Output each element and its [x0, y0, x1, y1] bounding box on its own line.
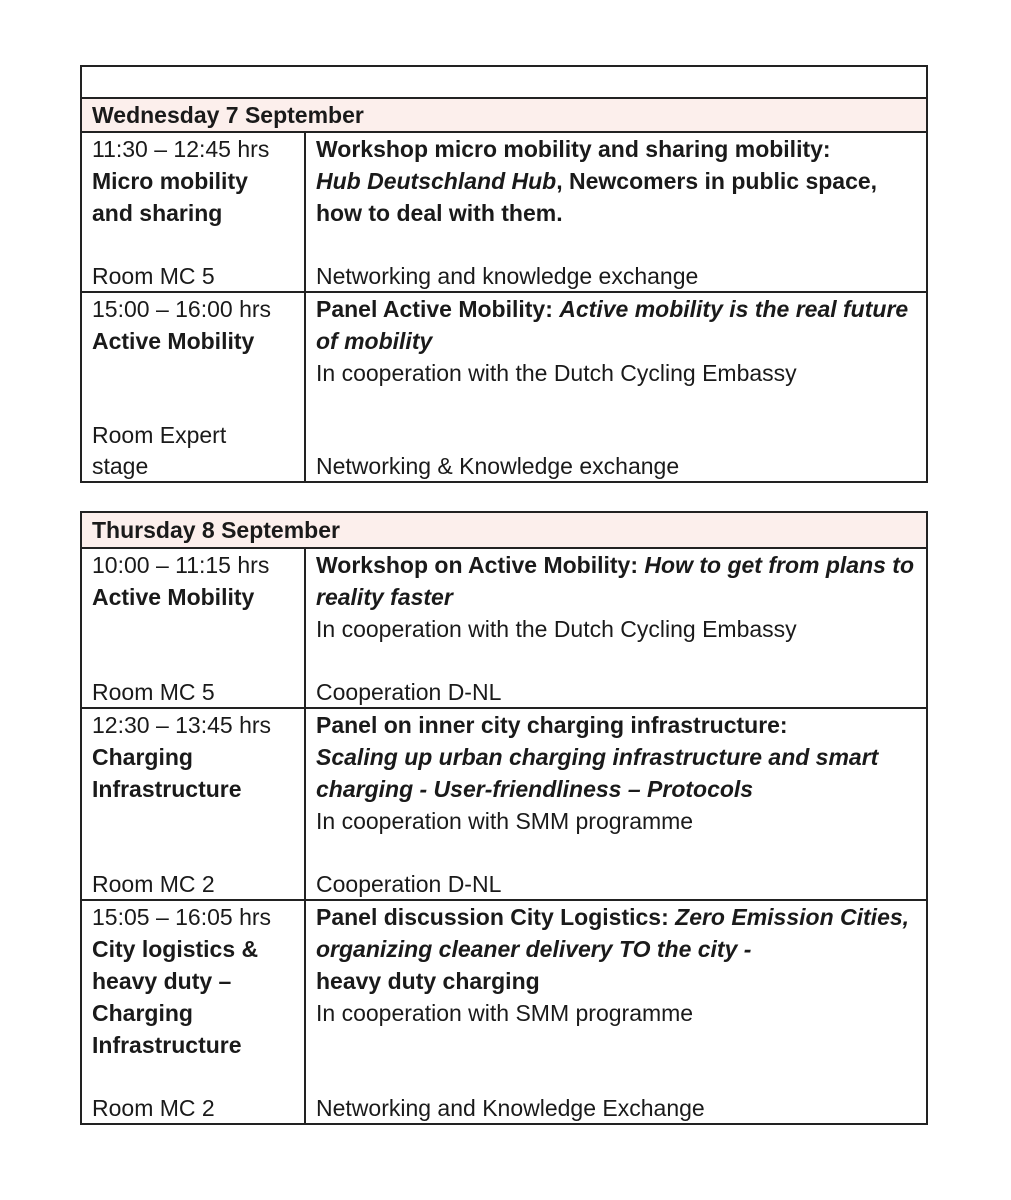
- session-room: Room MC 2: [92, 1095, 215, 1121]
- session-topic-line: and sharing: [92, 200, 223, 226]
- session-title: [316, 901, 916, 997]
- session-room: Room MC 5: [92, 263, 215, 289]
- session-row: [81, 132, 927, 292]
- session-topic-line: Active Mobility: [92, 584, 255, 610]
- session-title: [316, 549, 916, 613]
- session-title-bold: Workshop micro mobility and sharing mobility:: [316, 136, 831, 162]
- session-cooperation: In cooperation with SMM programme: [316, 1000, 694, 1026]
- day-heading: Wednesday 7 September: [81, 98, 927, 132]
- blank-row: [81, 66, 927, 98]
- day-heading-row: [81, 98, 927, 132]
- session-footer: Networking & Knowledge exchange: [316, 453, 680, 479]
- session-time: 15:00 – 16:00 hrs: [92, 296, 272, 322]
- session-cooperation: In cooperation with the Dutch Cycling Embassy: [316, 360, 797, 386]
- session-title: [316, 709, 916, 805]
- session-row: [81, 292, 927, 482]
- session-meta-cell: [81, 900, 305, 1124]
- session-title-italic: Hub Deutschland Hub: [316, 168, 557, 194]
- session-detail-cell: [305, 292, 927, 482]
- session-cooperation: In cooperation with SMM programme: [316, 808, 694, 834]
- session-footer: Cooperation D-NL: [316, 679, 502, 705]
- schedule-table-thursday: [80, 511, 928, 1125]
- session-detail-cell: [305, 900, 927, 1124]
- session-detail-cell: [305, 708, 927, 900]
- session-topic-line: Charging: [92, 744, 193, 770]
- session-topic-line: heavy duty –: [92, 968, 232, 994]
- session-row: [81, 548, 927, 708]
- session-room: stage: [92, 453, 149, 479]
- session-time: 10:00 – 11:15 hrs: [92, 552, 270, 578]
- session-time: 11:30 – 12:45 hrs: [92, 136, 270, 162]
- session-time: 15:05 – 16:05 hrs: [92, 904, 272, 930]
- session-title-bold: Workshop on Active Mobility:: [316, 552, 639, 578]
- schedule-table-wednesday: [80, 65, 928, 483]
- blank-cell: [81, 66, 927, 98]
- session-row: [81, 708, 927, 900]
- session-topic-line: Charging: [92, 1000, 193, 1026]
- session-topic-line: Infrastructure: [92, 776, 242, 802]
- session-detail-cell: [305, 548, 927, 708]
- session-title-italic: Zero Emission Cities, organizing cleaner delivery TO the city -: [316, 904, 910, 962]
- session-title-bold: Panel on inner city charging infrastructure:: [316, 712, 788, 738]
- session-title-bold-tail: , Newcomers in public space, how to deal with them.: [316, 168, 878, 226]
- session-meta-cell: [81, 708, 305, 900]
- session-title-bold: Panel Active Mobility:: [316, 296, 553, 322]
- session-time: 12:30 – 13:45 hrs: [92, 712, 272, 738]
- session-room: Room MC 2: [92, 871, 215, 897]
- session-title-bold-tail: heavy duty charging: [316, 968, 540, 994]
- session-topic-line: City logistics &: [92, 936, 259, 962]
- session-title-italic: Scaling up urban charging infrastructure and smart charging - User-friendliness – Protocols: [316, 744, 879, 802]
- session-footer: Cooperation D-NL: [316, 871, 502, 897]
- session-meta-cell: [81, 292, 305, 482]
- session-title-italic: How to get from plans to reality faster: [316, 552, 915, 610]
- session-row: [81, 900, 927, 1124]
- day-heading-row: [81, 512, 927, 548]
- session-topic-line: Micro mobility: [92, 168, 248, 194]
- session-footer: Networking and Knowledge Exchange: [316, 1095, 705, 1121]
- session-topic-line: Infrastructure: [92, 1032, 242, 1058]
- session-footer: Networking and knowledge exchange: [316, 263, 699, 289]
- session-title: [316, 133, 916, 229]
- session-meta-cell: [81, 548, 305, 708]
- session-cooperation: In cooperation with the Dutch Cycling Embassy: [316, 616, 797, 642]
- session-title-bold: Panel discussion City Logistics:: [316, 904, 669, 930]
- session-topic-line: Active Mobility: [92, 328, 255, 354]
- session-title: [316, 293, 916, 357]
- session-title-italic: Active mobility is the real future of mobility: [316, 296, 909, 354]
- session-detail-cell: [305, 132, 927, 292]
- session-room: Room MC 5: [92, 679, 215, 705]
- session-room: Room Expert: [92, 422, 227, 448]
- session-meta-cell: [81, 132, 305, 292]
- day-heading: Thursday 8 September: [81, 512, 927, 548]
